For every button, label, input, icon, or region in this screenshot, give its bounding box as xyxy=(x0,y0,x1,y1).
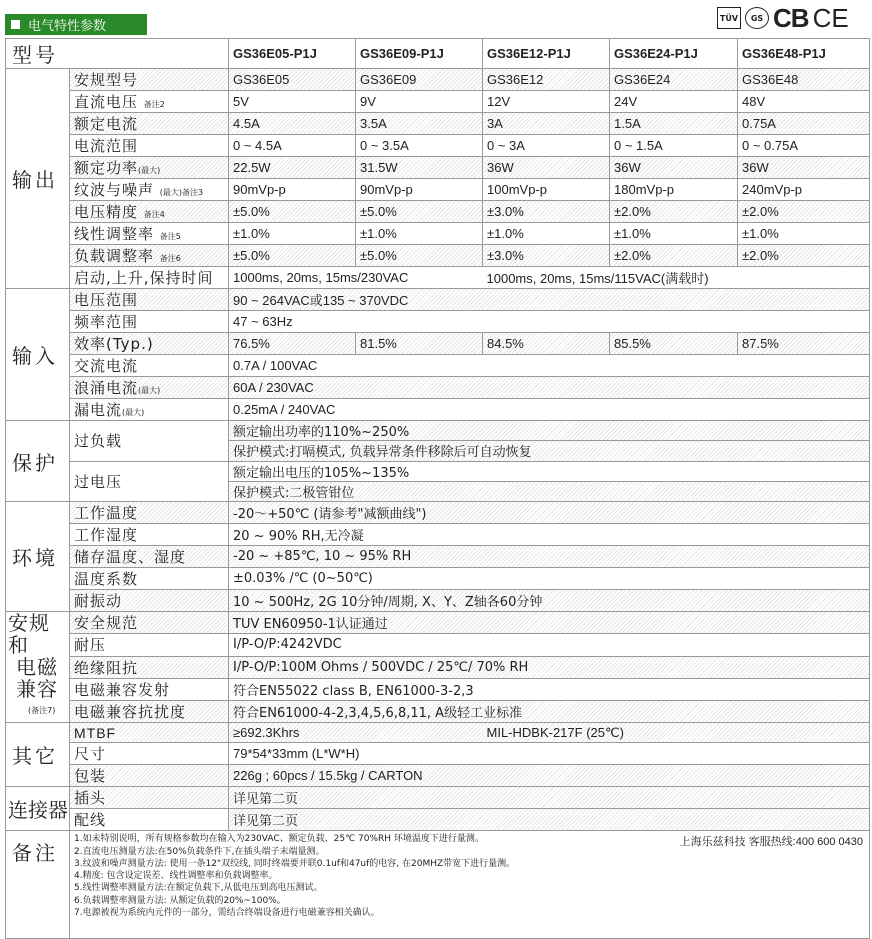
note-line: 6.负载调整率测量方法: 从额定负载的20%~100%。 xyxy=(74,895,286,906)
row-label: 绝缘阻抗 xyxy=(70,656,229,678)
cell-value: ±2.0% xyxy=(738,201,870,223)
cell-value: ≥692.3Khrs xyxy=(229,723,483,743)
cell-value: 12V xyxy=(483,91,610,113)
spec-table xyxy=(5,38,870,939)
cell-value: 90mVp-p xyxy=(229,179,356,201)
row-label: 过负载 xyxy=(70,421,229,462)
note-line: 7.电源被视为系统内元件的一部分，需结合终端设备进行电磁兼容相关确认。 xyxy=(74,907,380,918)
cell-value: 81.5% xyxy=(356,333,483,355)
cell-value: 180mVp-p xyxy=(610,179,738,201)
cell-value: 0.75A xyxy=(738,113,870,135)
group-other: 其它 xyxy=(6,723,70,787)
row-label: 频率范围 xyxy=(70,311,229,333)
cert-logos xyxy=(717,4,869,32)
row-label: 插头 xyxy=(70,787,229,809)
row-label: 包装 xyxy=(70,765,229,787)
cb-logo: CB xyxy=(773,2,809,33)
model-name: GS36E24-P1J xyxy=(610,39,738,69)
row-label: 工作湿度 xyxy=(70,524,229,546)
row-label: 线性调整率 备注5 xyxy=(70,223,229,245)
cell-value: 90 ~ 264VAC或135 ~ 370VDC xyxy=(229,289,870,311)
row-label: 耐振动 xyxy=(70,590,229,612)
row-label: 电磁兼容发射 xyxy=(70,678,229,700)
cell-value: 0.25mA / 240VAC xyxy=(229,399,870,421)
gs-logo: GS xyxy=(745,7,769,29)
group-conn: 连接器 xyxy=(6,787,70,831)
cell-value: 9V xyxy=(356,91,483,113)
cell-value: ±3.0% xyxy=(483,245,610,267)
cell-value: -20～+50℃ (请参考"减额曲线") xyxy=(229,502,870,524)
cell-value: 87.5% xyxy=(738,333,870,355)
note-line: 3.纹波和噪声测量方法: 使用一条12"双绞线, 同时终端要并联0.1uf和47uf的电容, 在20MHZ带宽下进行量测。 xyxy=(74,858,516,869)
row-label: 启动,上升,保持时间 xyxy=(70,267,229,289)
cell-value: 1.5A xyxy=(610,113,738,135)
cell-value: 47 ~ 63Hz xyxy=(229,311,870,333)
cell-value: I/P-O/P:4242VDC xyxy=(229,634,870,656)
cell-value: ±5.0% xyxy=(229,201,356,223)
model-row xyxy=(6,39,870,69)
model-name: GS36E05-P1J xyxy=(229,39,356,69)
section-header xyxy=(5,14,147,35)
model-name: GS36E09-P1J xyxy=(356,39,483,69)
cell-value: ±1.0% xyxy=(610,223,738,245)
note-line: 1.如未特别说明，所有规格参数均在输入为230VAC、额定负载、25℃ 70%RH 环境温度下进行量测。 xyxy=(74,834,484,845)
cell-value: ±2.0% xyxy=(738,245,870,267)
note-line: 2.直流电压测量方法:在50%负载条件下,在插头端子末端量测。 xyxy=(74,846,325,857)
cell-value: ±1.0% xyxy=(356,223,483,245)
cell-value: 36W xyxy=(483,157,610,179)
square-icon xyxy=(11,20,20,29)
cell-value: 24V xyxy=(610,91,738,113)
model-name: GS36E12-P1J xyxy=(483,39,610,69)
cell-value: 保护模式:打嗝模式, 负载异常条件移除后可自动恢复 xyxy=(229,441,870,461)
cell-value: 1000ms, 20ms, 15ms/115VAC(满载时) xyxy=(483,267,870,289)
row-label: 纹波与噪声 (最大)备注3 xyxy=(70,179,229,201)
row-label: 效率(Typ.) xyxy=(70,333,229,355)
cell-value: 20 ~ 90% RH,无冷凝 xyxy=(229,524,870,546)
cell-value: 额定输出电压的105%~135% xyxy=(229,461,870,481)
row-label: 负载调整率 备注6 xyxy=(70,245,229,267)
model-name: GS36E48-P1J xyxy=(738,39,870,69)
cell-value: ±3.0% xyxy=(483,201,610,223)
cell-value: 0 ~ 4.5A xyxy=(229,135,356,157)
row-label: 额定功率(最大) xyxy=(70,157,229,179)
cell-value: 符合EN61000-4-2,3,4,5,6,8,11, A级轻工业标准 xyxy=(229,700,870,722)
cell-value: 4.5A xyxy=(229,113,356,135)
cell-value: I/P-O/P:100M Ohms / 500VDC / 25℃/ 70% RH xyxy=(229,656,870,678)
row-label: MTBF xyxy=(70,723,229,743)
cell-value: 符合EN55022 class B, EN61000-3-2,3 xyxy=(229,678,870,700)
cell-value: 76.5% xyxy=(229,333,356,355)
group-output: 输出 xyxy=(6,69,70,289)
hotline-text: 上海乐兹科技 客服热线:400 600 0430 xyxy=(679,836,863,849)
cell-value: 60A / 230VAC xyxy=(229,377,870,399)
row-label: 电压范围 xyxy=(70,289,229,311)
cell-value: 226g ; 60pcs / 15.5kg / CARTON xyxy=(229,765,870,787)
cell-value: 0 ~ 3A xyxy=(483,135,610,157)
cell-value: ±5.0% xyxy=(356,201,483,223)
cell-value: 79*54*33mm (L*W*H) xyxy=(229,743,870,765)
cell-value: 84.5% xyxy=(483,333,610,355)
row-label: 直流电压 备注2 xyxy=(70,91,229,113)
row-label: 温度系数 xyxy=(70,568,229,590)
cell-value: 0 ~ 1.5A xyxy=(610,135,738,157)
group-protect: 保护 xyxy=(6,421,70,502)
group-safety: 安规和 电磁 兼容 (备注7) xyxy=(6,612,70,723)
cell-value: 详见第二页 xyxy=(229,787,870,809)
row-label: 电压精度 备注4 xyxy=(70,201,229,223)
cell-value: 0.7A / 100VAC xyxy=(229,355,870,377)
row-label: 浪涌电流(最大) xyxy=(70,377,229,399)
cell-value: 3A xyxy=(483,113,610,135)
row-label: 漏电流(最大) xyxy=(70,399,229,421)
cell-value: GS36E48 xyxy=(738,69,870,91)
row-label: 电磁兼容抗扰度 xyxy=(70,700,229,722)
cell-value: -20 ~ +85℃, 10 ~ 95% RH xyxy=(229,546,870,568)
cell-value: 0 ~ 3.5A xyxy=(356,135,483,157)
cell-value: GS36E09 xyxy=(356,69,483,91)
cell-value: TUV EN60950-1认证通过 xyxy=(229,612,870,634)
row-label: 工作温度 xyxy=(70,502,229,524)
cell-value: 1000ms, 20ms, 15ms/230VAC xyxy=(229,267,483,289)
cell-value: 22.5W xyxy=(229,157,356,179)
cell-value: 0 ~ 0.75A xyxy=(738,135,870,157)
row-label: 交流电流 xyxy=(70,355,229,377)
cell-value: 85.5% xyxy=(610,333,738,355)
cell-value: ±5.0% xyxy=(229,245,356,267)
cell-value: MIL-HDBK-217F (25℃) xyxy=(483,723,870,743)
note-line: 4.精度: 包含设定误差、线性调整率和负载调整率。 xyxy=(74,871,278,882)
cell-value: 10 ~ 500Hz, 2G 10分钟/周期, X、Y、Z轴各60分钟 xyxy=(229,590,870,612)
cell-value: 36W xyxy=(738,157,870,179)
row-label: 安全规范 xyxy=(70,612,229,634)
cell-value: ±5.0% xyxy=(356,245,483,267)
cell-value: 36W xyxy=(610,157,738,179)
row-label: 尺寸 xyxy=(70,743,229,765)
group-env: 环境 xyxy=(6,502,70,612)
cell-value: GS36E24 xyxy=(610,69,738,91)
cell-value: 5V xyxy=(229,91,356,113)
cell-value: 3.5A xyxy=(356,113,483,135)
note-line: 5.线性调整率测量方法:在额定负载下,从低电压到高电压测试。 xyxy=(74,883,323,894)
cell-value: 100mVp-p xyxy=(483,179,610,201)
cell-value: ±0.03% /℃ (0~50℃) xyxy=(229,568,870,590)
cell-value: 240mVp-p xyxy=(738,179,870,201)
cell-value: GS36E12 xyxy=(483,69,610,91)
cell-value: ±1.0% xyxy=(483,223,610,245)
row-label: 过电压 xyxy=(70,461,229,502)
section-title: 电气特性参数 xyxy=(28,19,107,34)
cell-value: ±2.0% xyxy=(610,201,738,223)
cell-value: GS36E05 xyxy=(229,69,356,91)
cell-value: 90mVp-p xyxy=(356,179,483,201)
row-label: 安规型号 xyxy=(70,69,229,91)
cell-value: 保护模式:二极管钳位 xyxy=(229,481,870,501)
tuv-logo: TÜV xyxy=(717,7,741,29)
ce-logo: CE xyxy=(812,2,849,33)
row-label: 储存温度、湿度 xyxy=(70,546,229,568)
row-label: 额定电流 xyxy=(70,113,229,135)
cell-value: ±1.0% xyxy=(229,223,356,245)
notes-cell xyxy=(70,831,870,939)
row-label: 电流范围 xyxy=(70,135,229,157)
cell-value: 48V xyxy=(738,91,870,113)
row-label: 配线 xyxy=(70,809,229,831)
cell-value: 31.5W xyxy=(356,157,483,179)
cell-value: 详见第二页 xyxy=(229,809,870,831)
row-label: 耐压 xyxy=(70,634,229,656)
cell-value: ±1.0% xyxy=(738,223,870,245)
cell-value: ±2.0% xyxy=(610,245,738,267)
group-input: 输入 xyxy=(6,289,70,421)
model-label: 型号 xyxy=(6,39,229,69)
cell-value: 额定输出功率的110%~250% xyxy=(229,421,870,441)
group-notes: 备注 xyxy=(6,831,70,939)
